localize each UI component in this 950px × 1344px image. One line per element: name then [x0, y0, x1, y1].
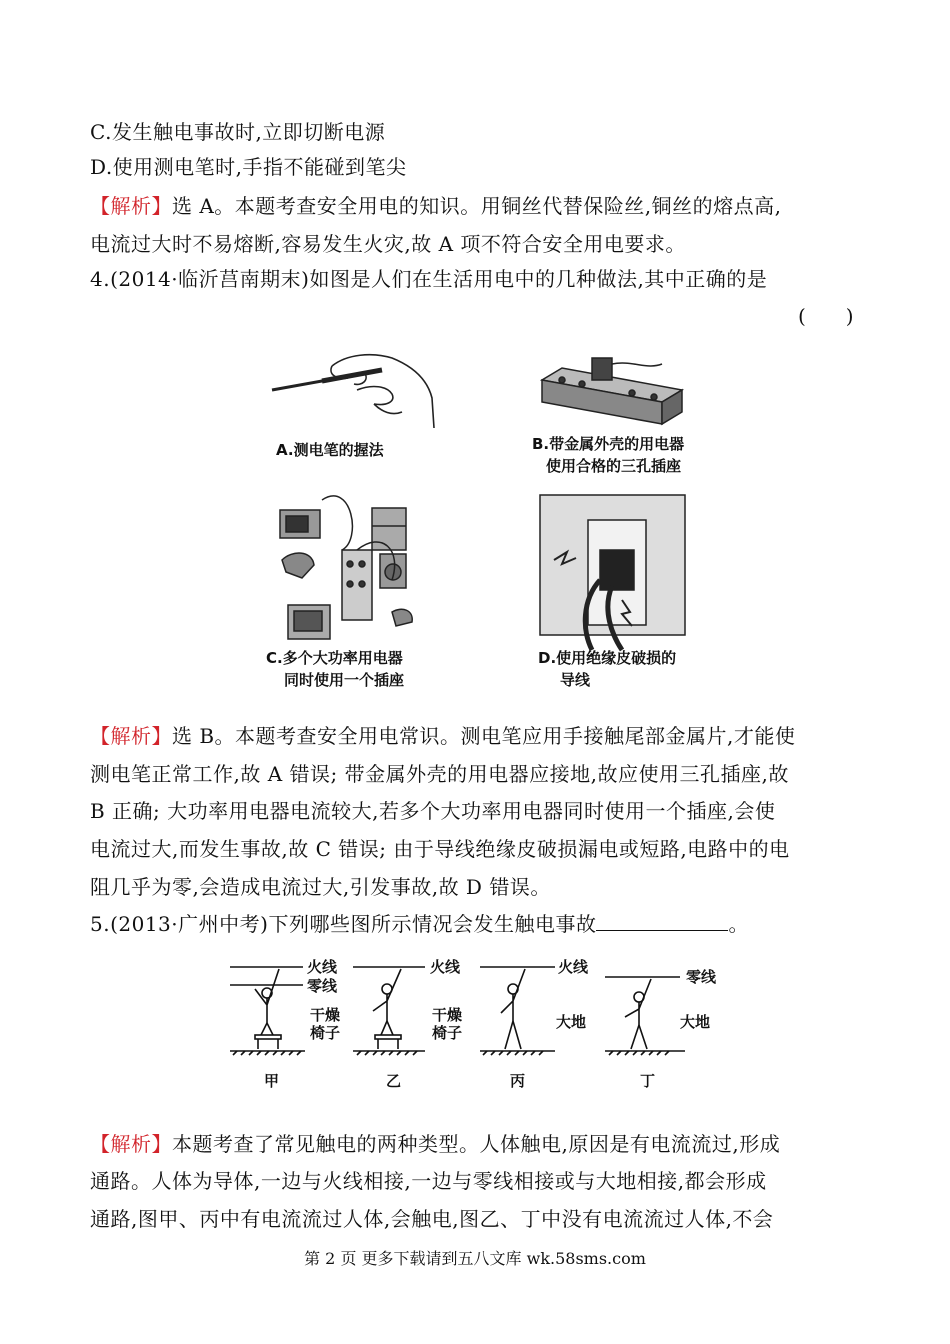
question-5 — [90, 910, 749, 938]
figure-c-caption-1: C.多个大功率用电器 — [266, 649, 403, 667]
answer-4-line-3: B 正确; 大功率用电器电流较大,若多个大功率用电器同时使用一个插座,会使 — [90, 799, 776, 823]
answer-4-line-1 — [90, 722, 795, 750]
scenario-yi-drawing — [353, 967, 425, 1055]
question-5-figure — [225, 955, 725, 1065]
question-4: 4.(2014·临沂莒南期末)如图是人们在生活用电中的几种做法,其中正确的是 — [90, 267, 768, 291]
scenario-ding-label: 丁 — [640, 1072, 656, 1090]
figure-d-caption-1: D.使用绝缘皮破损的 — [538, 649, 677, 667]
test-pen-image — [272, 355, 434, 428]
jia-fire-wire-label: 火线 — [307, 958, 338, 976]
figure-d-caption-2: 导线 — [560, 671, 591, 689]
answer-tag: 【解析】 — [90, 1132, 172, 1156]
answer-blank — [596, 910, 728, 931]
jia-neutral-wire-label: 零线 — [307, 977, 338, 995]
answer-5-line-3: 通路,图甲、丙中有电流流过人体,会触电,图乙、丁中没有电流流过人体,不会 — [90, 1207, 774, 1231]
answer-5-line-1 — [90, 1130, 780, 1158]
scenario-bing-drawing — [480, 967, 555, 1055]
question-4-figure — [262, 350, 702, 690]
multiple-appliances-image — [280, 496, 412, 639]
answer-4-line-5: 阻几乎为零,会造成电流过大,引发事故,故 D 错误。 — [90, 875, 551, 899]
ding-ground-label: 大地 — [680, 1013, 711, 1031]
option-c: C.发生触电事故时,立即切断电源 — [90, 120, 386, 144]
question-5-end: 。 — [728, 912, 749, 936]
yi-dry-label: 干燥 — [432, 1006, 463, 1024]
answer-3-line-2: 电流过大时不易熔断,容易发生火灾,故 A 项不符合安全用电要求。 — [90, 232, 686, 256]
answer-4-text-1: 选 B。本题考查安全用电常识。测电笔应用手接触尾部金属片,才能使 — [172, 724, 796, 748]
page-footer: 第 2 页 更多下载请到五八文库 wk.58sms.com — [304, 1249, 646, 1268]
three-hole-socket-image — [542, 358, 682, 424]
yi-chair-label: 椅子 — [432, 1024, 463, 1042]
ding-neutral-wire-label: 零线 — [686, 968, 717, 986]
answer-3-text-1: 选 A。本题考查安全用电的知识。用铜丝代替保险丝,铜丝的熔点高, — [172, 194, 782, 218]
question-5-text: 5.(2013·广州中考)下列哪些图所示情况会发生触电事故 — [90, 912, 597, 936]
scenario-bing-label: 丙 — [510, 1072, 526, 1090]
bing-ground-label: 大地 — [556, 1013, 587, 1031]
yi-fire-wire-label: 火线 — [430, 958, 461, 976]
scenario-ding-drawing — [605, 977, 685, 1055]
figure-b-caption-1: B.带金属外壳的用电器 — [532, 435, 685, 453]
scenario-jia-label: 甲 — [264, 1072, 280, 1090]
answer-4-line-2: 测电笔正常工作,故 A 错误; 带金属外壳的用电器应接地,故应使用三孔插座,故 — [90, 762, 789, 786]
figure-b-caption-2: 使用合格的三孔插座 — [546, 457, 682, 475]
option-d: D.使用测电笔时,手指不能碰到笔尖 — [90, 155, 407, 179]
scenario-jia-drawing — [230, 967, 305, 1055]
answer-5-line-2: 通路。人体为导体,一边与火线相接,一边与零线相接或与大地相接,都会形成 — [90, 1169, 767, 1193]
answer-tag: 【解析】 — [90, 194, 172, 218]
question-4-answer-bracket: ( ) — [798, 304, 854, 328]
answer-tag: 【解析】 — [90, 724, 172, 748]
scenario-yi-label: 乙 — [386, 1072, 402, 1090]
bing-fire-wire-label: 火线 — [558, 958, 589, 976]
jia-dry-label: 干燥 — [310, 1006, 341, 1024]
answer-5-text-1: 本题考查了常见触电的两种类型。人体触电,原因是有电流流过,形成 — [172, 1132, 781, 1156]
figure-a-caption: A.测电笔的握法 — [276, 441, 384, 459]
answer-4-line-4: 电流过大,而发生事故,故 C 错误; 由于导线绝缘皮破损漏电或短路,电路中的电 — [90, 837, 790, 861]
figure-c-caption-2: 同时使用一个插座 — [284, 671, 405, 689]
jia-chair-label: 椅子 — [310, 1024, 341, 1042]
damaged-wire-image — [540, 495, 685, 650]
answer-3-line-1 — [90, 192, 782, 220]
